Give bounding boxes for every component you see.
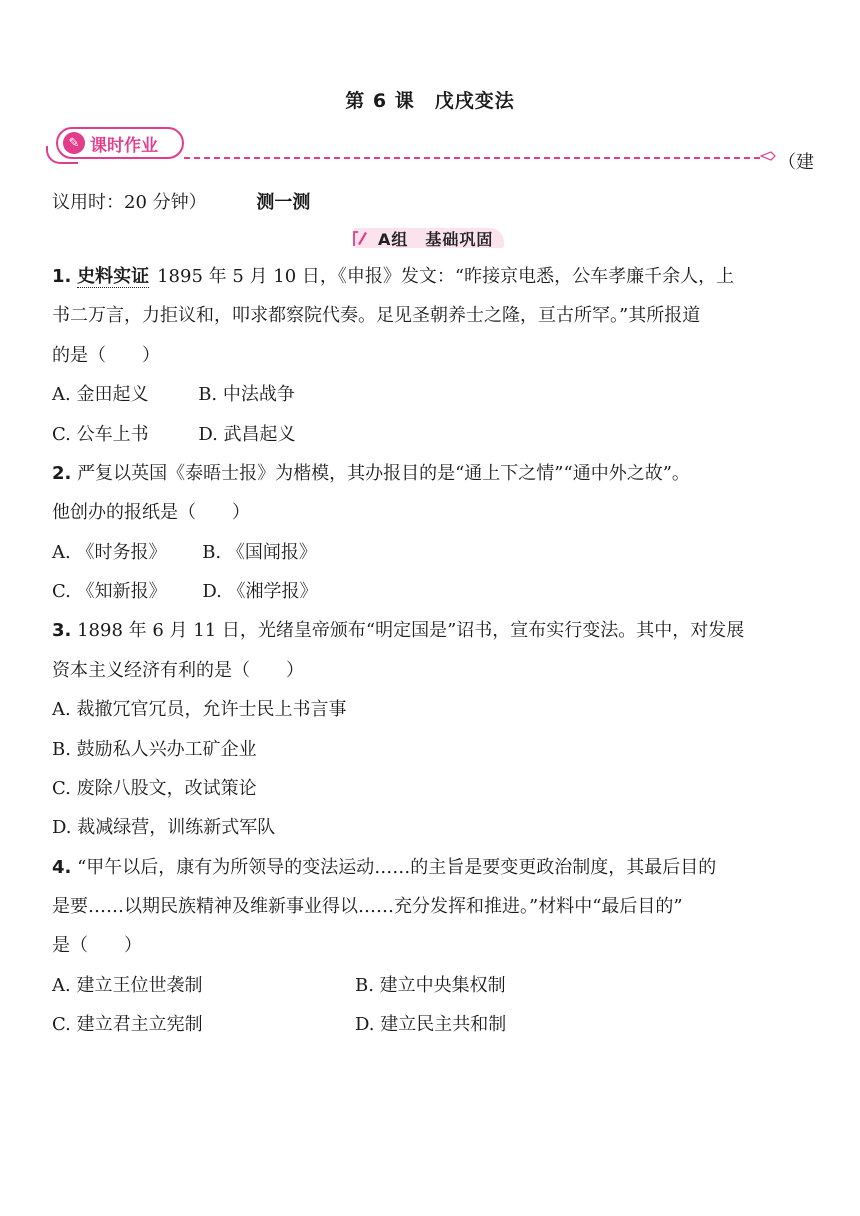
option-a: A. 《时务报》 [52, 542, 167, 563]
suggested-time-tail: （建 [778, 152, 814, 173]
option-b: B. 中法战争 [198, 384, 295, 405]
question-tag: 史料实证 [77, 266, 150, 287]
option-c: C. 建立君主立宪制 [52, 1014, 203, 1035]
question-number: 1. [52, 266, 72, 287]
option-c: C. 《知新报》 [52, 581, 167, 602]
question-4-option-b: B. 建立中央集权制 [355, 975, 506, 996]
question-text: 1898 年 6 月 11 日，光绪皇帝颁布“明定国是”诏书，宣布实行变法。其中，对发展 [77, 620, 745, 641]
question-3-option-c: C. 废除八股文，改试策论 [52, 778, 257, 799]
question-1-line-1 [52, 262, 734, 288]
option-b: B. 《国闻报》 [202, 542, 317, 563]
question-4-line-1 [52, 853, 716, 879]
question-text: “甲午以后，康有为所领导的变法运动……的主旨是要变更政治制度，其最后目的 [77, 857, 717, 878]
section-label: A组 基础巩固 [378, 229, 494, 249]
suggested-time: 议用时：20 分钟） [52, 192, 207, 213]
question-3-option-d: D. 裁减绿营，训练新式军队 [52, 817, 276, 838]
pen-tip-icon [760, 151, 776, 161]
question-4-options-row-2 [52, 1010, 203, 1036]
lesson-title: 第 6 课 戊戌变法 [345, 90, 515, 112]
question-1-line-2: 书二万言，力拒议和，叩求都察院代奏。足见圣朝养士之隆，亘古所罕。”其所报道 [52, 305, 701, 326]
option-d: D. 《湘学报》 [202, 581, 318, 602]
suggested-time-line [52, 188, 310, 214]
question-2-options-row-1 [52, 538, 317, 564]
question-number: 3. [52, 620, 72, 641]
option-a: A. 建立王位世袭制 [52, 975, 203, 996]
question-2-line-1 [52, 459, 690, 485]
question-3-line-1 [52, 616, 744, 642]
question-4-option-d: D. 建立民主共和制 [355, 1014, 507, 1035]
brush-icon [350, 228, 370, 248]
question-1-options-row-2 [52, 420, 296, 446]
question-number: 2. [52, 463, 72, 484]
question-3-line-2: 资本主义经济有利的是（ ） [52, 660, 304, 681]
question-4-line-2: 是要……以期民族精神及维新事业得以……充分发挥和推进。”材料中“最后目的” [52, 896, 683, 917]
section-header [348, 226, 506, 250]
option-d: D. 武昌起义 [198, 424, 296, 445]
question-4-line-3: 是（ ） [52, 935, 142, 956]
question-text: 严复以英国《泰晤士报》为楷模，其办报目的是“通上下之情”“通中外之故”。 [77, 463, 690, 484]
question-1-line-3: 的是（ ） [52, 345, 160, 366]
pencil-ruler-icon: ✎ [63, 132, 85, 154]
homework-badge [56, 127, 184, 159]
question-3-option-a: A. 裁撤冗官冗员，允许士民上书言事 [52, 699, 347, 720]
dashed-divider [184, 157, 760, 159]
question-2-options-row-2 [52, 577, 318, 603]
question-2-line-2: 他创办的报纸是（ ） [52, 502, 250, 523]
badge-label: 课时作业 [90, 135, 158, 156]
question-1-options-row-1 [52, 380, 295, 406]
question-number: 4. [52, 857, 72, 878]
question-4-options-row-1 [52, 971, 202, 997]
test-label: 测一测 [256, 192, 311, 213]
question-3-option-b: B. 鼓励私人兴办工矿企业 [52, 739, 257, 760]
question-text: 1895 年 5 月 10 日，《申报》发文：“昨接京电悉，公车孝廉千余人，上 [157, 266, 735, 287]
option-a: A. 金田起义 [52, 384, 149, 405]
option-c: C. 公车上书 [52, 424, 149, 445]
